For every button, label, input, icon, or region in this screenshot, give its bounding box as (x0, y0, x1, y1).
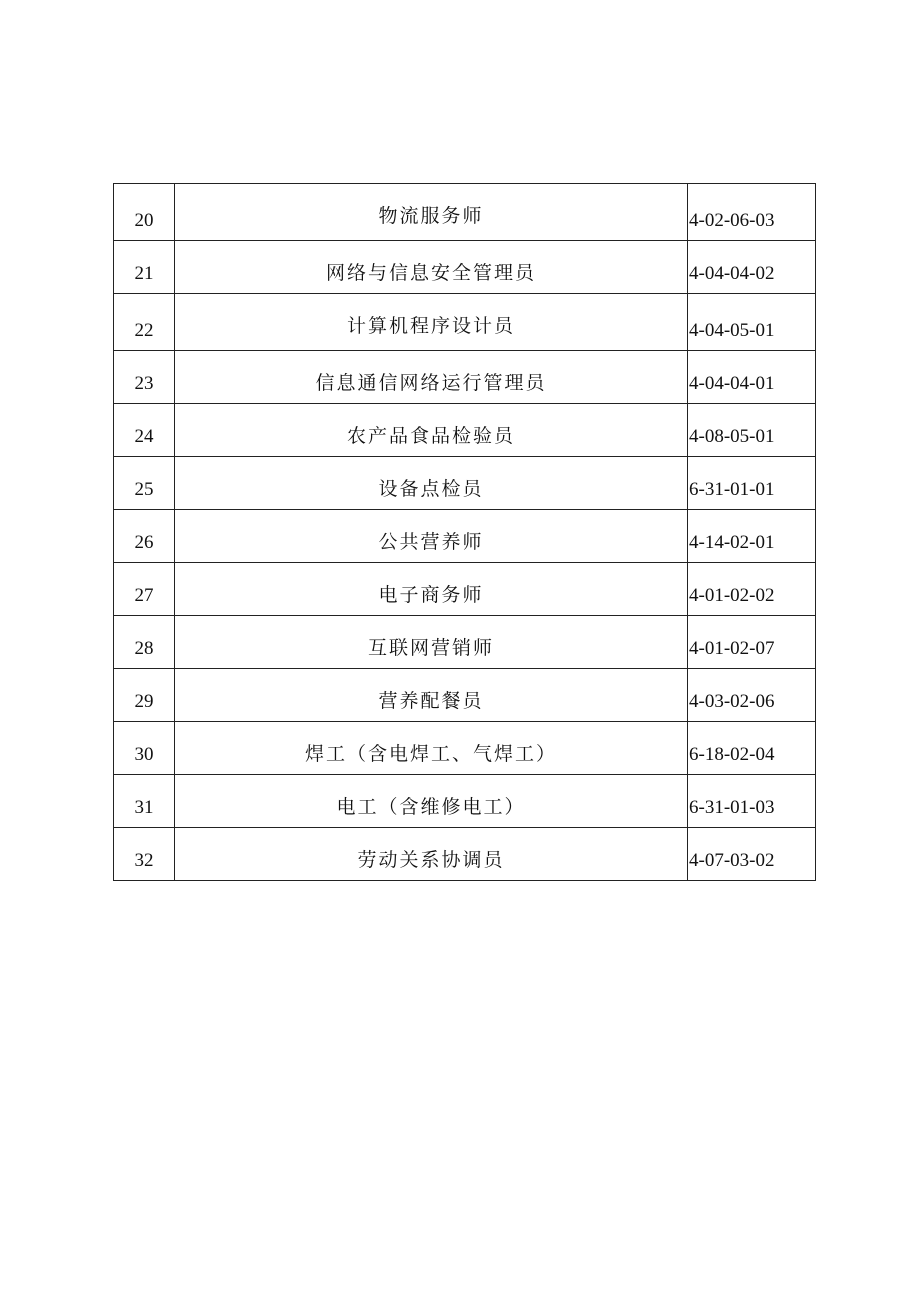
row-number: 32 (114, 828, 175, 881)
occupation-code: 4-07-03-02 (688, 828, 816, 881)
occupation-code: 6-31-01-03 (688, 775, 816, 828)
occupation-name: 营养配餐员 (175, 669, 688, 722)
occupation-name: 设备点检员 (175, 457, 688, 510)
occupation-name: 公共营养师 (175, 510, 688, 563)
table-row (114, 510, 816, 563)
occupation-name: 电子商务师 (175, 563, 688, 616)
occupation-code: 4-04-04-01 (688, 351, 816, 404)
table-row (114, 351, 816, 404)
occupation-name: 农产品食品检验员 (175, 404, 688, 457)
table-row (114, 669, 816, 722)
row-number: 31 (114, 775, 175, 828)
row-number: 25 (114, 457, 175, 510)
row-number: 30 (114, 722, 175, 775)
occupation-name: 互联网营销师 (175, 616, 688, 669)
table-row (114, 563, 816, 616)
table-row (114, 404, 816, 457)
row-number: 26 (114, 510, 175, 563)
table-row (114, 241, 816, 294)
table-row (114, 828, 816, 881)
table-row (114, 184, 816, 241)
table-row (114, 722, 816, 775)
table-row (114, 457, 816, 510)
occupation-name: 电工（含维修电工） (175, 775, 688, 828)
occupation-code: 4-03-02-06 (688, 669, 816, 722)
occupation-code: 4-14-02-01 (688, 510, 816, 563)
occupation-name: 焊工（含电焊工、气焊工） (175, 722, 688, 775)
occupation-code: 4-01-02-02 (688, 563, 816, 616)
occupation-code: 4-01-02-07 (688, 616, 816, 669)
occupation-code: 4-02-06-03 (688, 184, 816, 241)
occupation-code: 4-08-05-01 (688, 404, 816, 457)
row-number: 24 (114, 404, 175, 457)
row-number: 27 (114, 563, 175, 616)
occupation-code: 4-04-04-02 (688, 241, 816, 294)
occupation-table (113, 183, 816, 881)
occupation-name: 网络与信息安全管理员 (175, 241, 688, 294)
occupation-code: 4-04-05-01 (688, 294, 816, 351)
row-number: 20 (114, 184, 175, 241)
occupation-name: 信息通信网络运行管理员 (175, 351, 688, 404)
row-number: 23 (114, 351, 175, 404)
occupation-name: 物流服务师 (175, 184, 688, 241)
occupation-code: 6-31-01-01 (688, 457, 816, 510)
table-row (114, 294, 816, 351)
table-row (114, 775, 816, 828)
occupation-code: 6-18-02-04 (688, 722, 816, 775)
row-number: 21 (114, 241, 175, 294)
row-number: 28 (114, 616, 175, 669)
row-number: 29 (114, 669, 175, 722)
table-row (114, 616, 816, 669)
occupation-name: 计算机程序设计员 (175, 294, 688, 351)
occupation-name: 劳动关系协调员 (175, 828, 688, 881)
row-number: 22 (114, 294, 175, 351)
